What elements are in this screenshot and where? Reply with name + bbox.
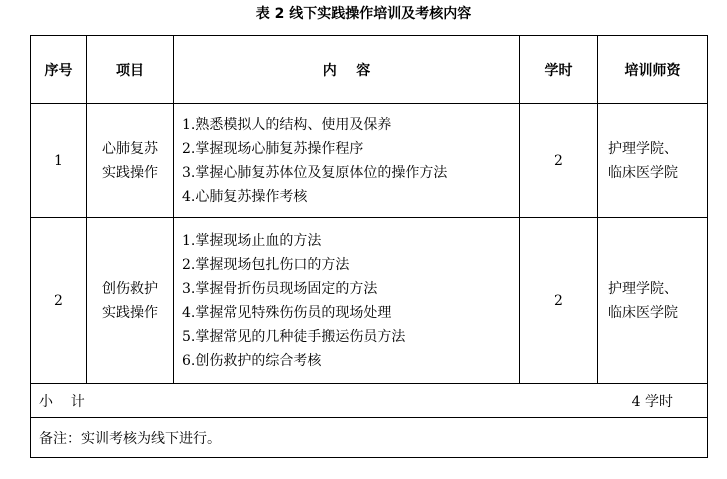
row-teacher [598, 218, 708, 384]
row-hours: 2 [520, 104, 598, 218]
header-content: 内 容 [174, 36, 520, 104]
table-row [31, 218, 708, 384]
item-line: 实践操作 [102, 164, 158, 181]
item-line: 心肺复苏 [102, 140, 158, 157]
content-line: 2.掌握现场心肺复苏操作程序 [182, 140, 364, 157]
header-row [31, 36, 708, 104]
content-line: 3.掌握骨折伤员现场固定的方法 [182, 280, 378, 297]
subtotal-value: 4 学时 [631, 393, 673, 410]
teacher-line: 临床医学院 [608, 164, 678, 181]
subtotal-label: 小 计 [39, 393, 85, 410]
content-line: 3.掌握心肺复苏体位及复原体位的操作方法 [182, 164, 448, 181]
row-no: 1 [31, 104, 87, 218]
subtotal-cell [31, 384, 708, 418]
row-content [174, 104, 520, 218]
row-no: 2 [31, 218, 87, 384]
teacher-line: 护理学院、 [608, 280, 678, 297]
content-line: 1.掌握现场止血的方法 [182, 232, 322, 249]
table-title: 表 2 线下实践操作培训及考核内容 [255, 6, 472, 22]
row-item [87, 218, 174, 384]
row-hours: 2 [520, 218, 598, 384]
row-content [174, 218, 520, 384]
training-table [30, 35, 708, 458]
note-cell: 备注：实训考核为线下进行。 [31, 418, 708, 458]
item-line: 实践操作 [102, 304, 158, 321]
teacher-line: 护理学院、 [608, 140, 678, 157]
header-teacher: 培训师资 [598, 36, 708, 104]
teacher-line: 临床医学院 [608, 304, 678, 321]
subtotal-row [31, 384, 708, 418]
content-line: 6.创伤救护的综合考核 [182, 352, 322, 369]
content-line: 1.熟悉模拟人的结构、使用及保养 [182, 116, 392, 133]
table-row [31, 104, 708, 218]
content-line: 4.掌握常见特殊伤伤员的现场处理 [182, 304, 392, 321]
content-line: 4.心肺复苏操作考核 [182, 188, 308, 205]
header-no: 序号 [31, 36, 87, 104]
row-item [87, 104, 174, 218]
header-hours: 学时 [520, 36, 598, 104]
item-line: 创伤救护 [102, 280, 158, 297]
note-row [31, 418, 708, 458]
header-item: 项目 [87, 36, 174, 104]
content-line: 5.掌握常见的几种徒手搬运伤员方法 [182, 328, 406, 345]
content-line: 2.掌握现场包扎伤口的方法 [182, 256, 350, 273]
row-teacher [598, 104, 708, 218]
